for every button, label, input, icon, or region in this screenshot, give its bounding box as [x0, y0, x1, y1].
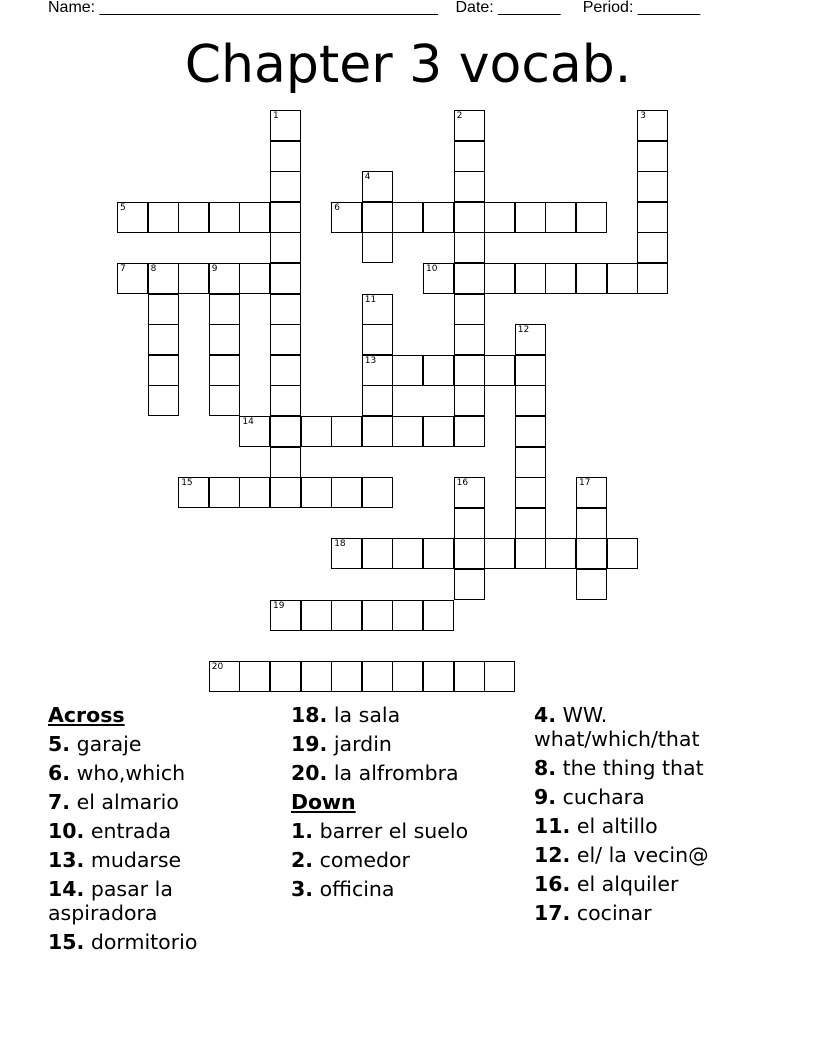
grid-cell[interactable]	[637, 171, 668, 202]
clue-item-number: 7.	[48, 790, 71, 814]
grid-cell[interactable]	[209, 202, 240, 233]
clue-item	[534, 703, 769, 751]
grid-cell[interactable]	[454, 477, 485, 508]
grid-cell[interactable]	[362, 294, 393, 325]
grid-cell[interactable]	[301, 477, 332, 508]
clue-item-text: comedor	[319, 848, 410, 872]
grid-cell[interactable]	[637, 232, 668, 263]
grid-cell[interactable]	[362, 232, 393, 263]
down-heading: Down	[291, 790, 356, 814]
grid-cell[interactable]	[270, 661, 301, 692]
grid-cell[interactable]	[270, 141, 301, 172]
grid-cell[interactable]	[209, 477, 240, 508]
grid-cell[interactable]	[545, 202, 576, 233]
grid-cell[interactable]	[209, 355, 240, 386]
clue-item-number: 8.	[534, 756, 557, 780]
grid-cell[interactable]	[484, 538, 515, 569]
grid-cell[interactable]	[454, 202, 485, 233]
clue-item-text: pasar la aspiradora	[48, 877, 173, 925]
grid-cell[interactable]	[637, 141, 668, 172]
grid-cell[interactable]	[637, 110, 668, 141]
grid-cell[interactable]	[515, 447, 546, 478]
clue-number: 16	[456, 478, 469, 489]
grid-cell[interactable]	[362, 600, 393, 631]
clue-item-number: 10.	[48, 819, 85, 843]
clue-item-text: la sala	[333, 703, 401, 727]
clue-item-number: 3.	[291, 877, 314, 901]
clue-item-text: entrada	[90, 819, 172, 843]
grid-cell[interactable]	[270, 263, 301, 294]
clue-item-text: mudarse	[90, 848, 182, 872]
clue-number: 8	[150, 264, 157, 274]
clue-item-text: el/ la vecin@	[576, 843, 709, 867]
clue-item-number: 20.	[291, 761, 328, 785]
clue-item-text: garaje	[76, 732, 142, 756]
clue-item	[291, 819, 526, 843]
clue-item	[291, 703, 526, 727]
clue-item	[534, 756, 769, 780]
grid-cell[interactable]	[270, 324, 301, 355]
clue-item-number: 14.	[48, 877, 85, 901]
clue-item-text: el alquiler	[576, 872, 679, 896]
grid-cell[interactable]	[362, 538, 393, 569]
grid-cell[interactable]	[423, 600, 454, 631]
clue-number: 10	[426, 264, 438, 274]
grid-cell[interactable]	[515, 202, 546, 233]
grid-cell[interactable]	[515, 263, 546, 294]
clue-item-text: officina	[319, 877, 395, 901]
grid-cell[interactable]	[576, 477, 607, 508]
clue-item	[534, 785, 769, 809]
grid-cell[interactable]	[209, 324, 240, 355]
clue-item-number: 18.	[291, 703, 328, 727]
grid-cell[interactable]	[454, 538, 485, 569]
clue-item-number: 12.	[534, 843, 571, 867]
clue-item-number: 17.	[534, 901, 571, 925]
grid-cell[interactable]	[178, 202, 209, 233]
across-heading: Across	[48, 703, 125, 727]
clue-item-number: 13.	[48, 848, 85, 872]
clue-item-text: el almario	[76, 790, 179, 814]
grid-cell[interactable]	[239, 661, 270, 692]
grid-cell[interactable]	[637, 202, 668, 233]
grid-cell[interactable]	[454, 263, 485, 294]
clue-item	[534, 901, 769, 925]
clue-item	[48, 848, 283, 872]
grid-cell[interactable]	[454, 141, 485, 172]
grid-cell[interactable]	[454, 324, 485, 355]
clue-number: 20	[211, 661, 224, 672]
grid-cell[interactable]	[454, 171, 485, 202]
grid-cell[interactable]	[270, 385, 301, 416]
grid-cell[interactable]	[178, 477, 209, 508]
grid-cell[interactable]	[423, 661, 454, 692]
grid-cell[interactable]	[362, 355, 393, 386]
clue-number: 17	[579, 478, 591, 489]
grid-cell[interactable]	[484, 355, 515, 386]
grid-cell[interactable]	[362, 416, 393, 447]
grid-cell[interactable]	[362, 385, 393, 416]
clue-number: 3	[640, 111, 646, 121]
grid-cell[interactable]	[209, 661, 240, 692]
grid-cell[interactable]	[637, 263, 668, 294]
clue-item-number: 16.	[534, 872, 571, 896]
clue-number: 15	[181, 478, 193, 489]
grid-cell[interactable]	[515, 355, 546, 386]
clue-item-number: 6.	[48, 761, 71, 785]
grid-cell[interactable]	[454, 508, 485, 539]
grid-cell[interactable]	[148, 263, 179, 294]
clue-item-number: 1.	[291, 819, 314, 843]
clue-number: 13	[364, 355, 377, 366]
clue-item	[48, 732, 283, 756]
grid-cell[interactable]	[209, 385, 240, 416]
grid-cell[interactable]	[331, 600, 362, 631]
clue-item	[534, 872, 769, 896]
grid-cell[interactable]	[423, 538, 454, 569]
grid-cell[interactable]	[454, 355, 485, 386]
grid-cell[interactable]	[148, 294, 179, 325]
grid-cell[interactable]	[117, 202, 148, 233]
grid-cell[interactable]	[148, 385, 179, 416]
grid-cell[interactable]	[209, 263, 240, 294]
clue-number: 14	[242, 417, 254, 427]
grid-cell[interactable]	[270, 416, 301, 447]
clue-item-text: barrer el suelo	[319, 819, 469, 843]
grid-cell[interactable]	[484, 202, 515, 233]
clue-item-text: la alfrombra	[333, 761, 459, 785]
grid-cell[interactable]	[331, 538, 362, 569]
clue-number: 9	[211, 264, 218, 274]
grid-cell[interactable]	[576, 569, 607, 600]
grid-cell[interactable]	[270, 294, 301, 325]
grid-cell[interactable]	[392, 600, 423, 631]
grid-cell[interactable]	[454, 110, 485, 141]
clue-number: 4	[364, 172, 371, 183]
grid-cell[interactable]	[362, 171, 393, 202]
clue-item-text: the thing that	[562, 756, 704, 780]
grid-cell[interactable]	[239, 263, 270, 294]
clue-item-number: 15.	[48, 930, 85, 954]
grid-cell[interactable]	[270, 447, 301, 478]
grid-cell[interactable]	[301, 416, 332, 447]
clue-item	[291, 761, 526, 785]
grid-cell[interactable]	[270, 355, 301, 386]
clue-item-text: jardin	[333, 732, 392, 756]
grid-cell[interactable]	[362, 324, 393, 355]
clue-item-number: 11.	[534, 814, 571, 838]
grid-cell[interactable]	[331, 477, 362, 508]
clue-number: 7	[120, 264, 126, 274]
grid-cell[interactable]	[209, 294, 240, 325]
grid-cell[interactable]	[331, 416, 362, 447]
grid-cell[interactable]	[545, 538, 576, 569]
clue-item-number: 5.	[48, 732, 71, 756]
grid-cell[interactable]	[331, 661, 362, 692]
clue-number: 18	[334, 539, 346, 550]
grid-cell[interactable]	[484, 661, 515, 692]
grid-cell[interactable]	[270, 600, 301, 631]
grid-cell[interactable]	[148, 355, 179, 386]
grid-cell[interactable]	[515, 508, 546, 539]
grid-cell[interactable]	[148, 202, 179, 233]
clue-item	[48, 790, 283, 814]
grid-cell[interactable]	[362, 477, 393, 508]
grid-cell[interactable]	[576, 202, 607, 233]
clue-number: 2	[456, 111, 463, 121]
grid-cell[interactable]	[484, 263, 515, 294]
grid-cell[interactable]	[331, 202, 362, 233]
grid-cell[interactable]	[607, 263, 638, 294]
clue-item	[291, 732, 526, 756]
clue-item-text: who,which	[76, 761, 186, 785]
clue-item-text: cocinar	[576, 901, 652, 925]
clue-item-text: cuchara	[562, 785, 645, 809]
grid-cell[interactable]	[392, 202, 423, 233]
clue-number: 19	[273, 600, 285, 611]
clue-item	[48, 930, 283, 954]
clue-item-text: el altillo	[576, 814, 658, 838]
grid-cell[interactable]	[117, 263, 148, 294]
clue-item-number: 19.	[291, 732, 328, 756]
grid-cell[interactable]	[239, 202, 270, 233]
grid-cell[interactable]	[454, 385, 485, 416]
grid-cell[interactable]	[454, 416, 485, 447]
clue-number: 11	[364, 294, 377, 305]
clue-number: 1	[273, 111, 279, 121]
student-info-line: Name: ______________________________________ Date: _______ Period: _______	[48, 0, 701, 16]
grid-cell[interactable]	[423, 416, 454, 447]
clue-item	[291, 848, 526, 872]
clue-number: 6	[334, 202, 340, 213]
grid-cell[interactable]	[270, 202, 301, 233]
grid-cell[interactable]	[607, 538, 638, 569]
clue-item	[291, 877, 526, 901]
clue-item-number: 9.	[534, 785, 557, 809]
clue-number: 12	[517, 325, 530, 336]
grid-cell[interactable]	[270, 477, 301, 508]
clue-item-number: 2.	[291, 848, 314, 872]
grid-cell[interactable]	[270, 171, 301, 202]
clue-item-text: WW. what/which/that	[534, 703, 700, 751]
grid-cell[interactable]	[392, 538, 423, 569]
grid-cell[interactable]	[576, 263, 607, 294]
grid-cell[interactable]	[270, 110, 301, 141]
grid-cell[interactable]	[454, 232, 485, 263]
grid-cell[interactable]	[515, 477, 546, 508]
grid-cell[interactable]	[362, 661, 393, 692]
clue-item	[48, 761, 283, 785]
clue-item	[534, 814, 769, 838]
grid-cell[interactable]	[239, 416, 270, 447]
grid-cell[interactable]	[423, 355, 454, 386]
grid-cell[interactable]	[392, 416, 423, 447]
grid-cell[interactable]	[301, 600, 332, 631]
clue-item	[534, 843, 769, 867]
grid-cell[interactable]	[454, 294, 485, 325]
grid-cell[interactable]	[178, 263, 209, 294]
clue-item-text: dormitorio	[90, 930, 198, 954]
grid-cell[interactable]	[545, 263, 576, 294]
grid-cell[interactable]	[515, 324, 546, 355]
grid-cell[interactable]	[576, 508, 607, 539]
page-title: Chapter 3 vocab.	[184, 35, 632, 95]
clue-item	[48, 877, 283, 925]
grid-cell[interactable]	[362, 202, 393, 233]
grid-cell[interactable]	[239, 477, 270, 508]
clue-number: 5	[120, 202, 126, 213]
grid-cell[interactable]	[392, 661, 423, 692]
grid-cell[interactable]	[301, 661, 332, 692]
grid-cell[interactable]	[515, 538, 546, 569]
grid-cell[interactable]	[423, 202, 454, 233]
grid-cell[interactable]	[576, 538, 607, 569]
grid-cell[interactable]	[454, 661, 485, 692]
grid-cell[interactable]	[515, 416, 546, 447]
clue-item	[48, 819, 283, 843]
clue-column-2	[291, 703, 526, 906]
clue-item-number: 4.	[534, 703, 557, 727]
grid-cell[interactable]	[270, 232, 301, 263]
grid-cell[interactable]	[148, 324, 179, 355]
clue-column-3	[534, 703, 769, 930]
clue-column-1	[48, 703, 283, 959]
grid-cell[interactable]	[515, 385, 546, 416]
grid-cell[interactable]	[423, 263, 454, 294]
grid-cell[interactable]	[454, 569, 485, 600]
grid-cell[interactable]	[392, 355, 423, 386]
